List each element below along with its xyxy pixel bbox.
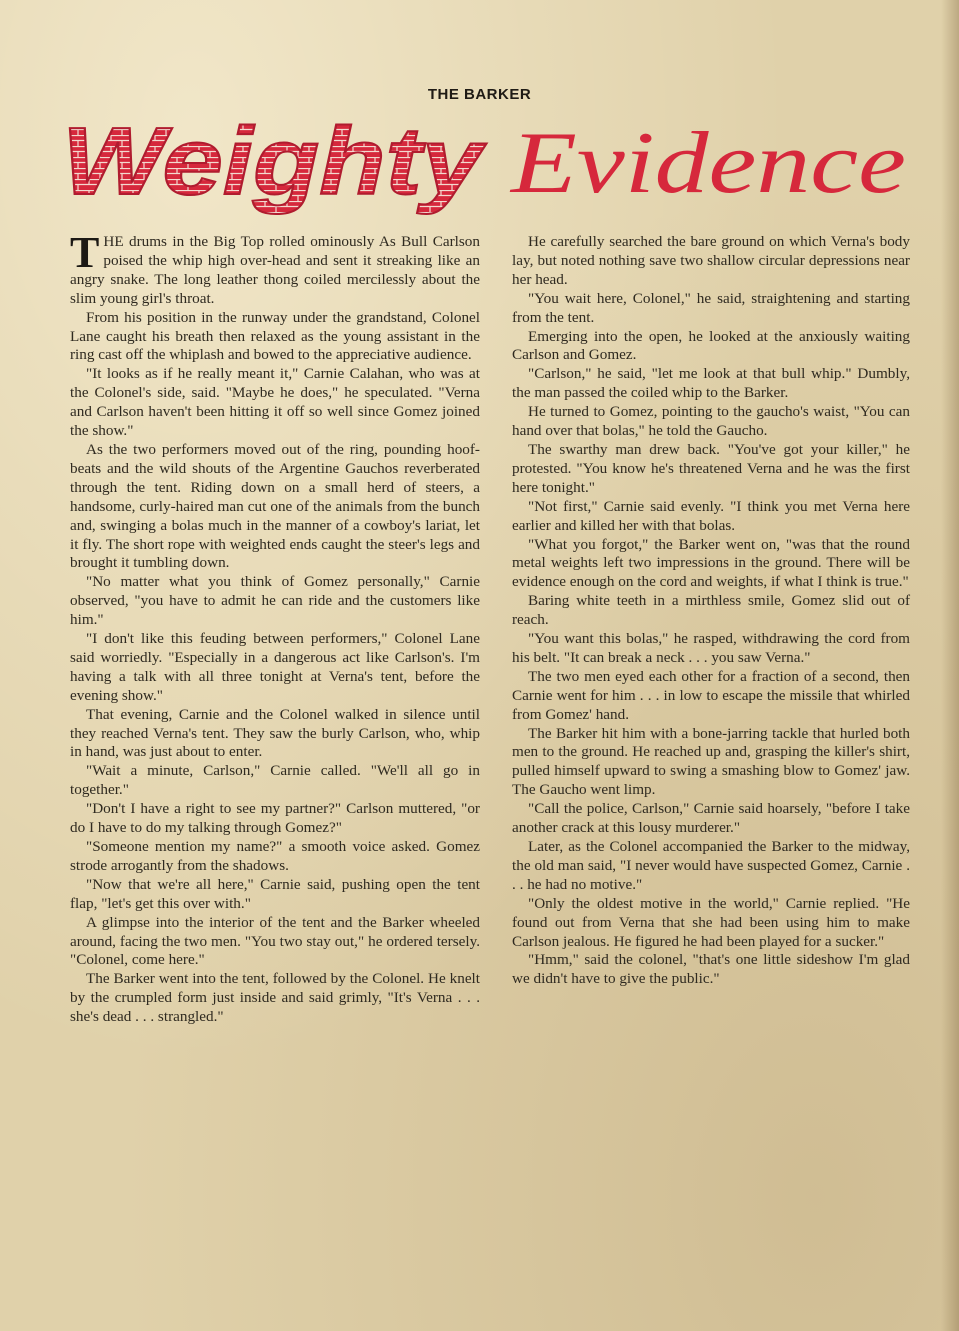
paragraph-right-15: "Only the oldest motive in the world," Carnie replied. "He found out from Verna that she had been using him to make Carlson jealous. He figured he had been played for a sucker."	[512, 894, 910, 950]
paragraph-left-12: A glimpse into the interior of the tent and the Barker wheeled around, facing the two men. "You two stay out," he ordered tersely. "Colonel, come here."	[70, 913, 480, 969]
right-column	[512, 233, 910, 989]
paragraph-left-9: "Don't I have a right to see my partner?" Carlson muttered, "or do I have to do my talking through Gomez?"	[70, 800, 480, 837]
paragraph-right-7: "Not first," Carnie said evenly. "I think you met Verna here earlier and killed her with that bolas.	[512, 497, 910, 534]
paragraph-left-8: "Wait a minute, Carlson," Carnie called. "We'll all go in together."	[70, 762, 480, 799]
paragraph-left-4: As the two performers moved out of the ring, pounding hoof-beats and the wild shouts of the Argentine Gauchos reverberated through the tent. Riding down on a small herd of steers, a handsome, curly-haired man cut one of the animals from the bunch and, swinging a bolas much in the manner of a cowboy's lariat, let it fly. The short rope with weighted ends caught the steer's legs and brought it tumbling down.	[70, 440, 480, 572]
paragraph-right-13: "Call the police, Carlson," Carnie said hoarsely, "before I take another crack at this lousy murderer."	[512, 800, 910, 837]
paragraph-left-5: "No matter what you think of Gomez personally," Carnie observed, "you have to admit he can ride and the customers like him."	[70, 573, 480, 629]
paragraph-left-2: From his position in the runway under the grandstand, Colonel Lane caught his breath then relaxed as the young assistant in the ring cast off the whiplash and bowed to the appreciative audience.	[70, 308, 480, 364]
paragraph-left-6: "I don't like this feuding between performers," Colonel Lane said worriedly. "Especially in a dangerous act like Carlson's. I'm having a talk with all three tonight at Verna's tent, before the evening show."	[70, 630, 480, 704]
paragraph-right-2: "You wait here, Colonel," he said, straightening and starting from the tent.	[512, 289, 910, 326]
title-word-evidence: Evidence	[508, 115, 906, 212]
paragraph-right-4: "Carlson," he said, "let me look at that bull whip." Dumbly, the man passed the coiled whip to the Barker.	[512, 365, 910, 402]
paragraph-right-5: He turned to Gomez, pointing to the gaucho's waist, "You can hand over that bolas," he told the Gaucho.	[512, 403, 910, 440]
paragraph-left-7: That evening, Carnie and the Colonel walked in silence until they reached Verna's tent. They saw the burly Carlson, who, whip in hand, was just about to enter.	[70, 705, 480, 761]
series-header: THE BARKER	[427, 86, 532, 103]
paragraph-right-3: Emerging into the open, he looked at the anxiously waiting Carlson and Gomez.	[512, 327, 910, 364]
title-word-weighty: Weighty	[62, 108, 488, 215]
paragraph-right-8: "What you forgot," the Barker went on, "was that the round metal weights left two impressions in the ground. There will be evidence enough on the cord and weights, if what I think is true."	[512, 535, 910, 591]
paragraph-right-1: He carefully searched the bare ground on which Verna's body lay, but noted nothing save two shallow circular depressions near her head.	[512, 233, 910, 288]
paragraph-right-11: The two men eyed each other for a fraction of a second, then Carnie went for him . . . in low to escape the missile that whirled from Gomez' hand.	[512, 667, 910, 723]
paragraph-right-16: "Hmm," said the colonel, "that's one little sideshow I'm glad we didn't have to give the public."	[512, 951, 910, 988]
paragraph-right-6: The swarthy man drew back. "You've got your killer," he protested. "You know he's threatened Verna and he was the first here tonight."	[512, 440, 910, 496]
paragraph-left-10: "Someone mention my name?" a smooth voice asked. Gomez strode arrogantly from the shadows.	[70, 838, 480, 874]
page-edge-shadow	[941, 0, 959, 1331]
left-column	[70, 228, 480, 1027]
paragraph-left-3: "It looks as if he really meant it," Carnie Calahan, who was at the Colonel's side, said. "Maybe he does," he speculated. "Verna and Carlson haven't been hitting it off so well since Gomez joined the show."	[70, 365, 480, 440]
story-title-art	[56, 102, 916, 222]
paragraph-left-11: "Now that we're all here," Carnie said, pushing open the tent flap, "let's get this over with."	[70, 875, 480, 912]
opening-paragraph	[70, 228, 480, 309]
paragraph-right-9: Baring white teeth in a mirthless smile, Gomez slid out of reach.	[512, 592, 910, 629]
drop-cap: T	[70, 228, 100, 277]
story-title	[56, 102, 916, 222]
paragraph-right-12: The Barker hit him with a bone-jarring tackle that hurled both men to the ground. He reached up and, grasping the killer's shirt, pulled himself upward to swing a smashing blow to Gomez' jaw. The Gaucho went limp.	[512, 724, 910, 799]
opening-line: HE drums in the Big Top rolled ominously	[103, 233, 375, 250]
paragraph-right-14: Later, as the Colonel accompanied the Barker to the midway, the old man said, "I never would have suspected Gomez, Carnie . . . he had no motive."	[512, 838, 910, 893]
paragraph-left-13: The Barker went into the tent, followed by the Colonel. He knelt by the crumpled form just inside and said grimly, "It's Verna . . . she's dead . . . strangled."	[70, 970, 480, 1026]
paragraph-right-10: "You want this bolas," he rasped, withdrawing the cord from his belt. "It can break a neck . . . you saw Verna."	[512, 630, 910, 666]
paragraph-left-1: As Bull Carlson poised the whip high over-head and sent it streaking like an angry snake. The long leather thong coiled mercilessly about the slim young girl's throat.	[70, 233, 480, 307]
